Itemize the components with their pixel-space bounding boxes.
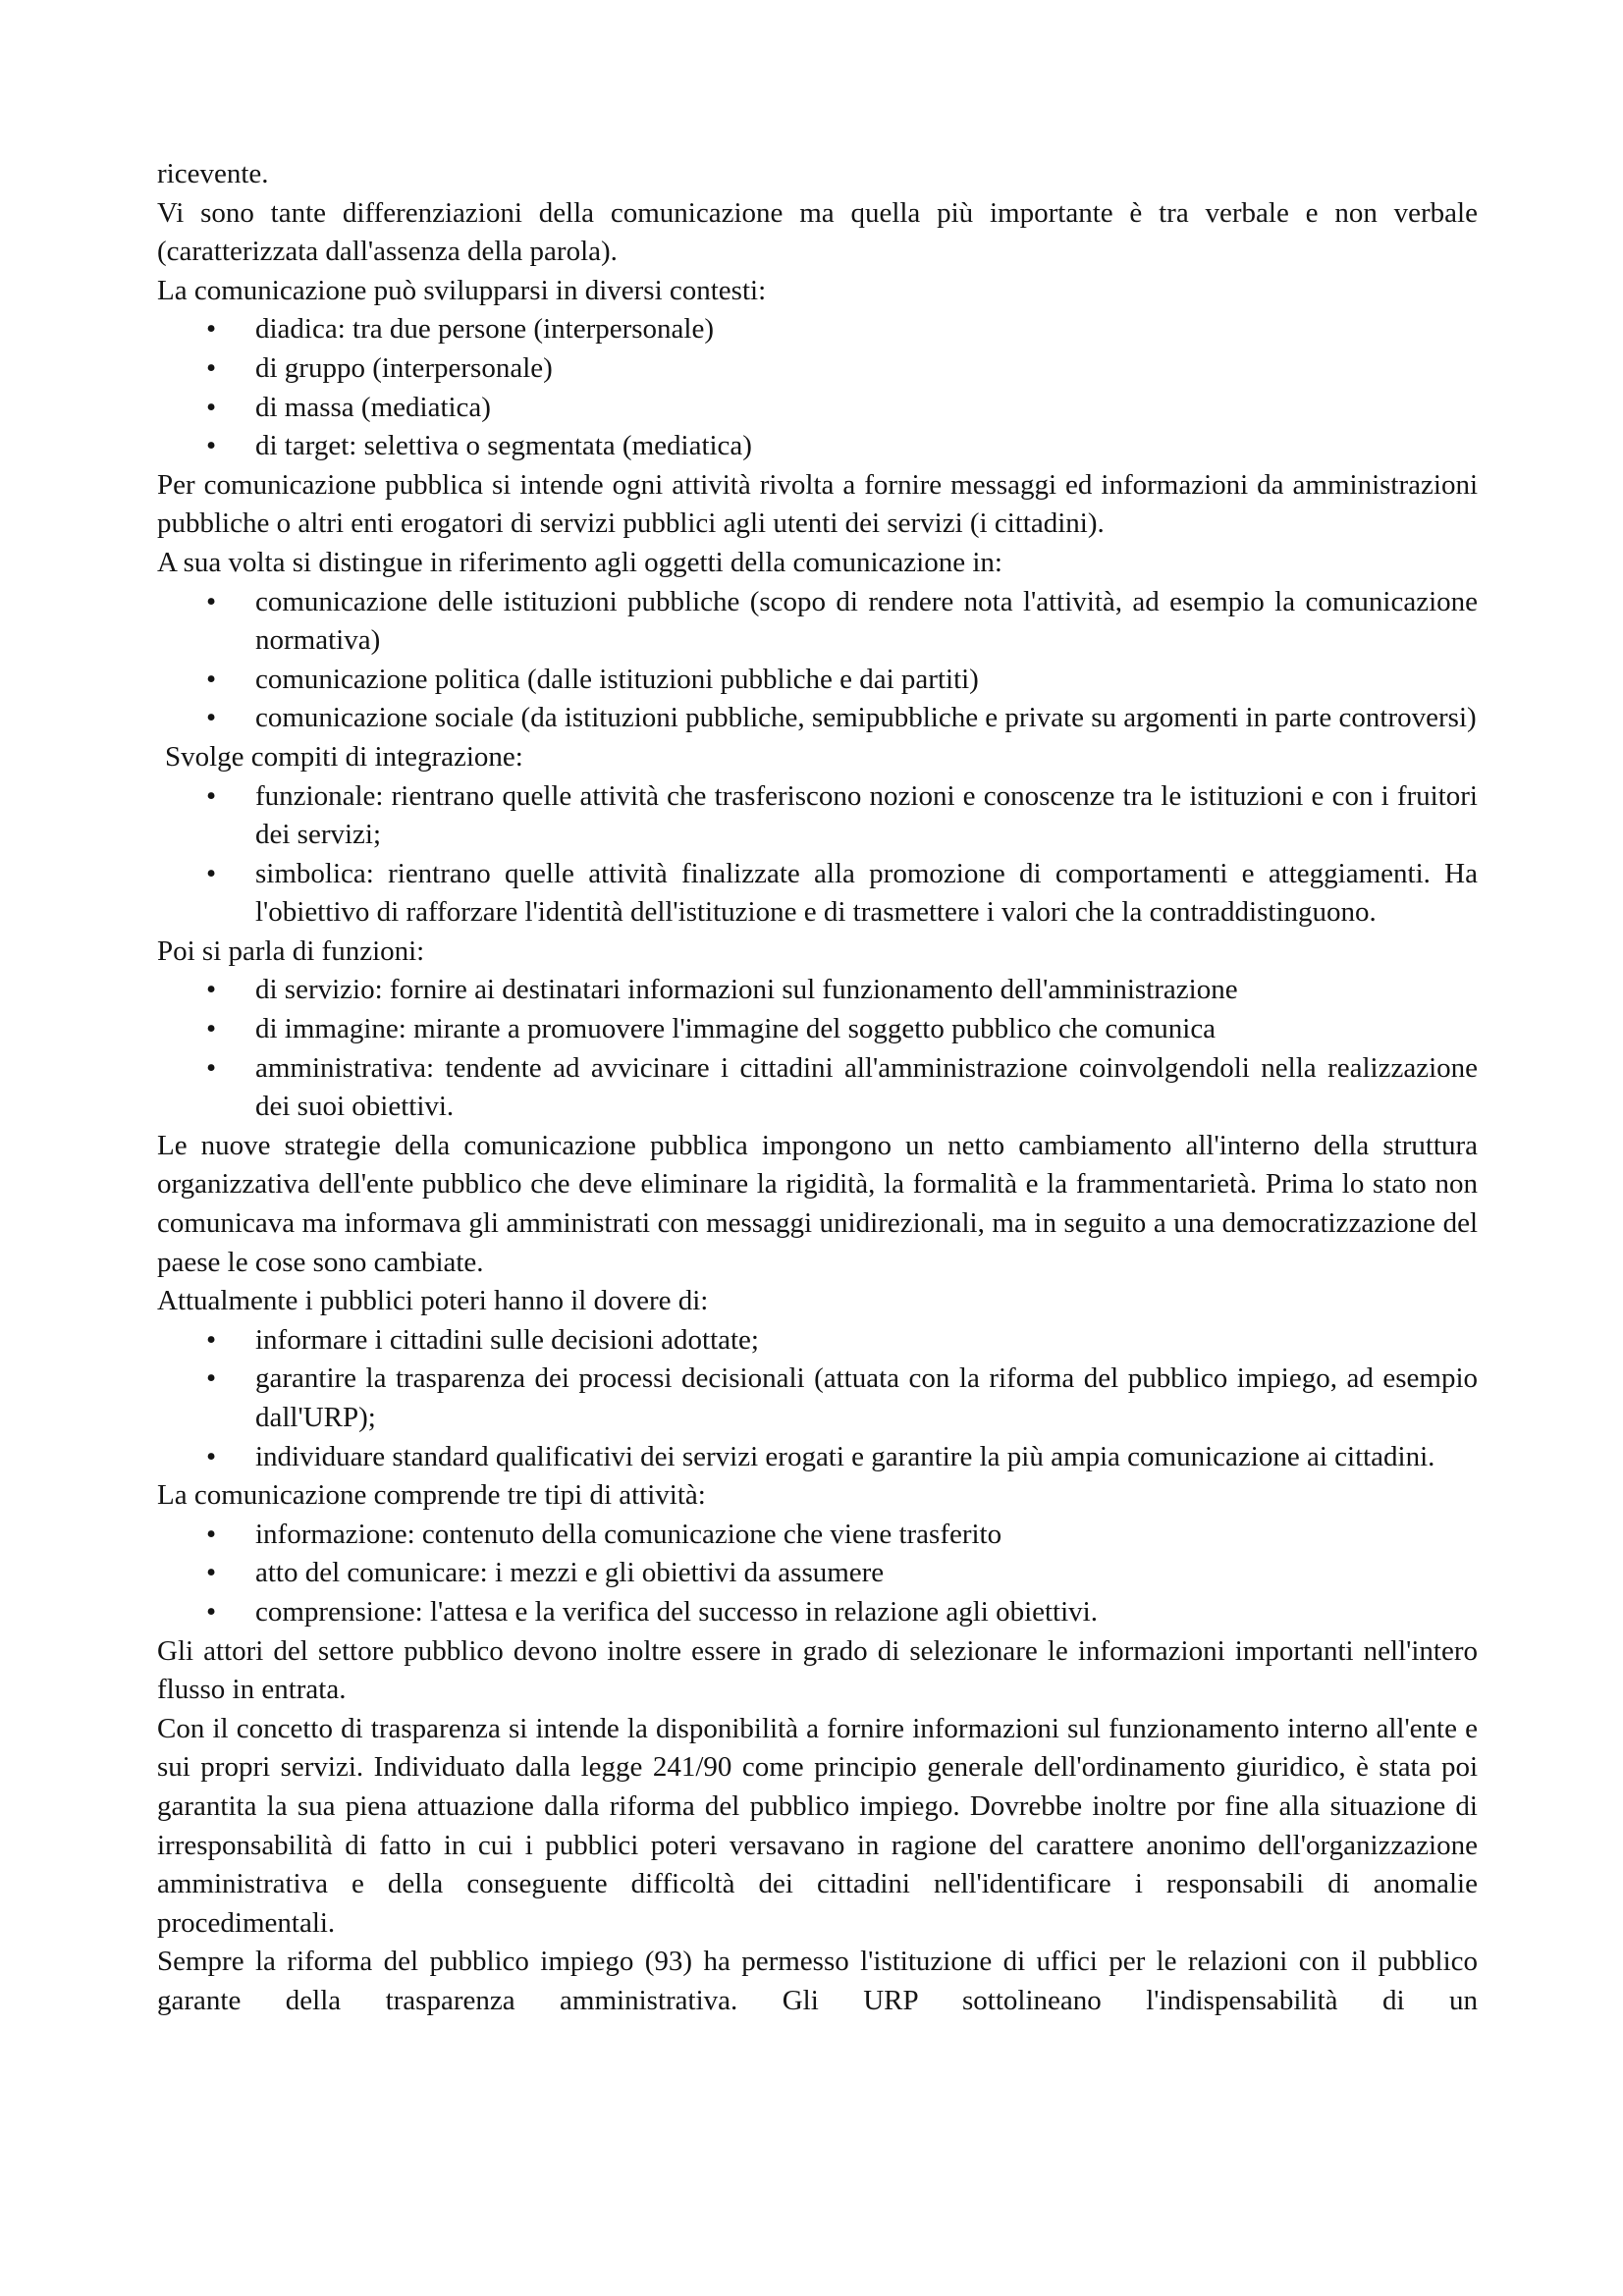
bullet-icon: • bbox=[206, 1323, 217, 1356]
list-item-text: di servizio: fornire ai destinatari informazioni sul funzionamento dell'amministrazione bbox=[255, 974, 1238, 1006]
document-page bbox=[157, 155, 1478, 2021]
bullet-list bbox=[157, 1321, 1478, 1476]
list-item-text: informare i cittadini sulle decisioni adottate; bbox=[255, 1323, 759, 1356]
list-item bbox=[157, 855, 1478, 933]
list-item bbox=[157, 699, 1478, 738]
list-item bbox=[157, 1516, 1478, 1555]
paragraph: La comunicazione comprende tre tipi di attività: bbox=[157, 1479, 706, 1512]
bullet-icon: • bbox=[206, 585, 217, 617]
bullet-list bbox=[157, 1516, 1478, 1632]
paragraph: Con il concetto di trasparenza si intende la disponibilità a fornire informazioni sul funzionamento interno all'ente e sui propri servizi. Individuato dalla legge 241/90 come principio generale dell'ordinamento giuridico, è stata poi garantita la sua piena attuazione dalla riforma del pubblico impiego. Dovrebbe inoltre por fine alla situazione di irresponsabilità di fatto in cui i pubblici poteri versavano in ragione del carattere anonimo dell'organizzazione amministrativa e della conseguente difficoltà dei cittadini nell'identificare i responsabili di anomalie procedimentali. bbox=[157, 1712, 1478, 1939]
list-item-text: garantire la trasparenza dei processi decisionali (attuata con la riforma del pubblico impiego, ad esempio dall'URP); bbox=[255, 1362, 1478, 1433]
bullet-icon: • bbox=[206, 313, 217, 346]
list-item-text: comprensione: l'attesa e la verifica del successo in relazione agli obiettivi. bbox=[255, 1595, 1098, 1628]
bullet-icon: • bbox=[206, 1440, 217, 1472]
bullet-icon: • bbox=[206, 702, 217, 734]
list-item-text: diadica: tra due persone (interpersonale) bbox=[255, 313, 715, 346]
bullet-list bbox=[157, 971, 1478, 1126]
list-item bbox=[157, 1593, 1478, 1632]
list-item-text: simbolica: rientrano quelle attività finalizzate alla promozione di comportamenti e atteggiamenti. Ha l'obiettivo di rafforzare l'identità dell'istituzione e di trasmettere i valori che la contraddistinguono. bbox=[255, 857, 1478, 929]
list-item-text: di target: selettiva o segmentata (mediatica) bbox=[255, 430, 752, 462]
bullet-icon: • bbox=[206, 1013, 217, 1045]
list-item bbox=[157, 389, 1478, 428]
list-item-text: comunicazione sociale (da istituzioni pubbliche, semipubbliche e private su argomenti in parte controversi) bbox=[255, 702, 1477, 734]
list-item-text: di massa (mediatica) bbox=[255, 391, 491, 423]
bullet-icon: • bbox=[206, 974, 217, 1006]
list-item bbox=[157, 427, 1478, 466]
bullet-list bbox=[157, 583, 1478, 738]
list-item bbox=[157, 1360, 1478, 1437]
list-item bbox=[157, 971, 1478, 1010]
list-item bbox=[157, 1554, 1478, 1593]
paragraph: Sempre la riforma del pubblico impiego (93) ha permesso l'istituzione di uffici per le relazioni con il pubblico garante della trasparenza amministrativa. Gli URP sottolineano l'indispensabilità di un bbox=[157, 1946, 1478, 2016]
bullet-icon: • bbox=[206, 857, 217, 889]
paragraph: Per comunicazione pubblica si intende ogni attività rivolta a fornire messaggi ed informazioni da amministrazioni pubbliche o altri enti erogatori di servizi pubblici agli utenti dei servizi (i cittadini). bbox=[157, 468, 1478, 540]
bullet-icon: • bbox=[206, 351, 217, 384]
list-item bbox=[157, 1438, 1478, 1477]
list-item bbox=[157, 310, 1478, 349]
paragraph: La comunicazione può svilupparsi in diversi contesti: bbox=[157, 274, 767, 306]
list-item-text: comunicazione politica (dalle istituzioni pubbliche e dai partiti) bbox=[255, 663, 979, 695]
paragraph: Attualmente i pubblici poteri hanno il dovere di: bbox=[157, 1285, 709, 1317]
paragraph: Svolge compiti di integrazione: bbox=[165, 740, 523, 773]
bullet-icon: • bbox=[206, 1595, 217, 1628]
list-item-text: di immagine: mirante a promuovere l'immagine del soggetto pubblico che comunica bbox=[255, 1013, 1217, 1045]
bullet-icon: • bbox=[206, 1362, 217, 1395]
list-item-text: individuare standard qualificativi dei servizi erogati e garantire la più ampia comunicazione ai cittadini. bbox=[255, 1440, 1435, 1472]
list-item bbox=[157, 1321, 1478, 1361]
bullet-list bbox=[157, 310, 1478, 465]
bullet-icon: • bbox=[206, 779, 217, 812]
bullet-icon: • bbox=[206, 663, 217, 695]
paragraph: Poi si parla di funzioni: bbox=[157, 934, 425, 967]
paragraph: ricevente. bbox=[157, 158, 269, 189]
bullet-icon: • bbox=[206, 1051, 217, 1084]
paragraph: Gli attori del settore pubblico devono inoltre essere in grado di selezionare le informazioni importanti nell'intero flusso in entrata. bbox=[157, 1634, 1478, 1706]
bullet-list bbox=[157, 777, 1478, 933]
paragraph: Le nuove strategie della comunicazione pubblica impongono un netto cambiamento all'interno della struttura organizzativa dell'ente pubblico che deve eliminare la rigidità, la formalità e la frammentarietà. Prima lo stato non comunicava ma informava gli amministrati con messaggi unidirezionali, ma in seguito a una democratizzazione del paese le cose sono cambiate. bbox=[157, 1129, 1478, 1278]
paragraph: A sua volta si distingue in riferimento agli oggetti della comunicazione in: bbox=[157, 546, 1002, 578]
list-item bbox=[157, 349, 1478, 389]
bullet-icon: • bbox=[206, 1518, 217, 1550]
list-item-text: atto del comunicare: i mezzi e gli obiettivi da assumere bbox=[255, 1557, 885, 1589]
paragraph: Vi sono tante differenziazioni della comunicazione ma quella più importante è tra verbale e non verbale (caratterizzata dall'assenza della parola). bbox=[157, 196, 1478, 268]
list-item-text: amministrativa: tendente ad avvicinare i cittadini all'amministrazione coinvolgendoli nella realizzazione dei suoi obiettivi. bbox=[255, 1051, 1478, 1123]
bullet-icon: • bbox=[206, 1557, 217, 1589]
list-item bbox=[157, 1049, 1478, 1127]
list-item-text: funzionale: rientrano quelle attività che trasferiscono nozioni e conoscenze tra le istituzioni e con i fruitori dei servizi; bbox=[255, 779, 1478, 851]
list-item bbox=[157, 583, 1478, 661]
bullet-icon: • bbox=[206, 391, 217, 423]
list-item bbox=[157, 661, 1478, 700]
list-item bbox=[157, 1010, 1478, 1049]
list-item bbox=[157, 777, 1478, 855]
list-item-text: informazione: contenuto della comunicazione che viene trasferito bbox=[255, 1518, 1002, 1550]
list-item-text: di gruppo (interpersonale) bbox=[255, 351, 553, 384]
bullet-icon: • bbox=[206, 430, 217, 462]
list-item-text: comunicazione delle istituzioni pubbliche (scopo di rendere nota l'attività, ad esempio la comunicazione normativa) bbox=[255, 585, 1478, 657]
